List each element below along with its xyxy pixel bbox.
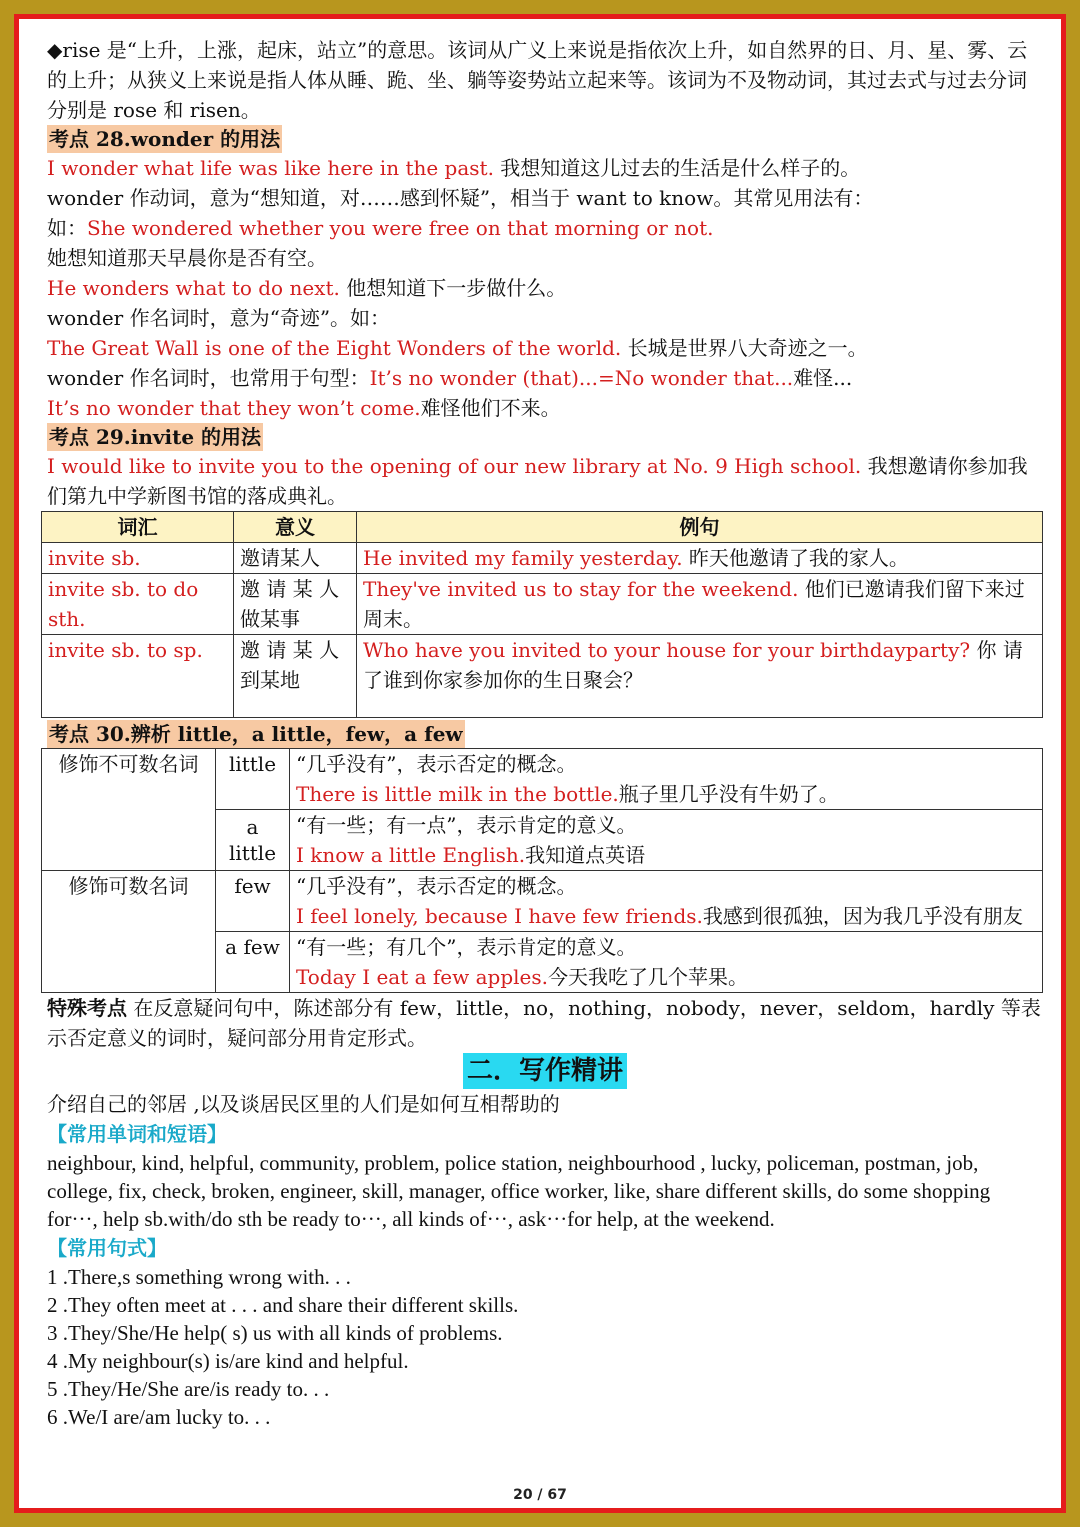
meaning-cell: 邀请某人: [234, 543, 357, 574]
definition: “几乎没有”，表示否定的概念。: [296, 874, 577, 898]
page-number: 20 / 67: [513, 1487, 567, 1503]
prefix-text: wonder 作名词时，也常用于句型：: [47, 366, 370, 390]
red-text: I would like to invite you to the opening of our new library at No. 9 High school.: [47, 454, 862, 478]
prefix-text: 如：: [47, 216, 87, 240]
sentence-item: 1 .There,s something wrong with. . .: [47, 1265, 351, 1289]
red-text: They've invited us to stay for the weekend.: [363, 577, 799, 601]
little-few-table: [41, 748, 1043, 993]
example-cell: [357, 635, 1043, 718]
red-text: I know a little English.: [296, 843, 526, 867]
line-4: 她想知道那天早晨你是否有空。: [47, 246, 327, 270]
group-cell: 修饰不可数名词: [42, 749, 216, 871]
table-row: [42, 871, 1043, 932]
sentence-item: 2 .They often meet at . . . and share their different skills.: [47, 1293, 519, 1317]
vocab-list: neighbour, kind, helpful, community, problem, police station, neighbourhood , lucky, policeman, postman, job, college, fix, check, broken, engineer, skill, manager, office worker, like, share different skills, do some shopping for···, help sb.with/do sth be ready to···, all kinds of···, ask···for help, at the weekend.: [47, 1151, 991, 1231]
example: [296, 840, 1036, 870]
word-cell: few: [216, 871, 290, 932]
cn-text: 我感到很孤独，因为我几乎没有朋友: [702, 904, 1023, 928]
rise-paragraph: ◆rise 是“上升，上涨，起床，站立”的意思。该词从广义上来说是指依次上升，如自然界的日、月、星、雾、云的上升；从狭义上来说是指人体从睡、跪、坐、躺等姿势站立起来等。该词为不及物动词，其过去式与过去分词分别是 rose 和 risen。: [47, 38, 1028, 122]
cn-text: 瓶子里几乎没有牛奶了。: [618, 782, 839, 806]
table-row: [42, 543, 1043, 574]
definition: “有一些；有几个”，表示肯定的意义。: [296, 935, 637, 959]
red-text: I feel lonely, because I have few friends.: [296, 904, 703, 928]
cn-text: 今天我吃了几个苹果。: [548, 965, 749, 989]
example-cell: [357, 574, 1043, 635]
red-text: There is little milk in the bottle.: [296, 782, 619, 806]
special-text: 在反意疑问句中，陈述部分有 few，little，no，nothing，nobody，never，seldom，hardly 等表示否定意义的词时，疑问部分用肯定形式。: [47, 996, 1041, 1050]
section-2-wrap: [47, 1053, 1043, 1089]
section-2-heading: 二．写作精讲: [463, 1053, 627, 1089]
word-cell: a little: [216, 810, 290, 871]
def-cell: [290, 871, 1043, 932]
cn-text: 他想知道下一步做什么。: [339, 276, 567, 300]
heading-30: 考点 30.辨析 little，a little，few，a few: [49, 722, 463, 746]
sentence-item: 3 .They/She/He help( s) us with all kinds of problems.: [47, 1321, 503, 1345]
intro-line: 介绍自己的邻居 ,以及谈居民区里的人们是如何互相帮助的: [47, 1092, 560, 1116]
red-text: He wonders what to do next.: [47, 276, 340, 300]
content: [47, 38, 1043, 1431]
invite-table: [41, 511, 1043, 718]
cn-text: 他们已邀请我们留下来过周末。: [363, 577, 1025, 631]
cn-text: 难怪...: [793, 366, 853, 390]
line-2: wonder 作动词，意为“想知道，对……感到怀疑”，相当于 want to know。其常见用法有：: [47, 186, 874, 210]
word-cell: a few: [216, 932, 290, 993]
example: [296, 901, 1036, 931]
line-6: wonder 作名词时，意为“奇迹”。如：: [47, 306, 391, 330]
meaning-cell: 邀 请 某 人到某地: [234, 635, 357, 718]
red-text: It’s no wonder that they won’t come.: [47, 396, 421, 420]
example: [296, 779, 1036, 809]
word-cell: invite sb. to sp.: [42, 635, 234, 718]
example: [296, 962, 1036, 992]
line-1: [47, 153, 1043, 183]
cn-text: 长城是世界八大奇迹之一。: [621, 336, 868, 360]
line-8: [47, 363, 1043, 393]
def-cell: [290, 749, 1043, 810]
cn-text: 我想邀请你参加我们第九中学新图书馆的落成典礼。: [47, 454, 1028, 508]
red-text: Today I eat a few apples.: [296, 965, 549, 989]
def-cell: [290, 932, 1043, 993]
cn-text: 我想知道这儿过去的生活是什么样子的。: [493, 156, 861, 180]
word-cell: invite sb.: [42, 543, 234, 574]
line-9: [47, 393, 1043, 423]
word-cell: invite sb. to do sth.: [42, 574, 234, 635]
table-row: [42, 635, 1043, 718]
header-cell: 意义: [234, 512, 357, 543]
header-cell: 词汇: [42, 512, 234, 543]
meaning-cell: 邀 请 某 人做某事: [234, 574, 357, 635]
def-cell: [290, 810, 1043, 871]
word-cell: little: [216, 749, 290, 810]
table-header-row: [42, 512, 1043, 543]
example-cell: [357, 543, 1043, 574]
definition: “几乎没有”，表示否定的概念。: [296, 752, 577, 776]
line-7: [47, 333, 1043, 363]
line-10: [47, 451, 1043, 511]
red-text: She wondered whether you were free on that morning or not.: [87, 216, 714, 240]
red-text: He invited my family yesterday.: [363, 546, 683, 570]
cn-text: 难怪他们不来。: [420, 396, 561, 420]
heading-28: 考点 28.wonder 的用法: [49, 127, 281, 151]
red-text: The Great Wall is one of the Eight Wonders of the world.: [47, 336, 622, 360]
group-cell: 修饰可数名词: [42, 871, 216, 993]
red-text: It’s no wonder (that)...=No wonder that...: [369, 366, 794, 390]
line-3: [47, 213, 1043, 243]
red-text: Who have you invited to your house for your birthdayparty?: [363, 638, 971, 662]
heading-29: 考点 29.invite 的用法: [49, 425, 262, 449]
red-text: I wonder what life was like here in the past.: [47, 156, 494, 180]
page: [14, 14, 1066, 1513]
sentence-item: 4 .My neighbour(s) is/are kind and helpful.: [47, 1349, 409, 1373]
sentence-item: 6 .We/I are/am lucky to. . .: [47, 1405, 271, 1429]
header-cell: 例句: [357, 512, 1043, 543]
cn-text: 昨天他邀请了我的家人。: [682, 546, 909, 570]
table-row: [42, 749, 1043, 810]
table-row: [42, 574, 1043, 635]
vocab-heading: 【常用单词和短语】: [47, 1122, 227, 1146]
cn-text: 你 请 了谁到你家参加你的生日聚会？: [363, 638, 1023, 692]
special-point: [47, 993, 1043, 1053]
special-label: 特殊考点: [47, 996, 127, 1020]
cn-text: 我知道点英语: [525, 843, 646, 867]
definition: “有一些；有一点”，表示肯定的意义。: [296, 813, 637, 837]
sentence-heading: 【常用句式】: [47, 1236, 167, 1260]
line-5: [47, 273, 1043, 303]
sentence-item: 5 .They/He/She are/is ready to. . .: [47, 1377, 330, 1401]
